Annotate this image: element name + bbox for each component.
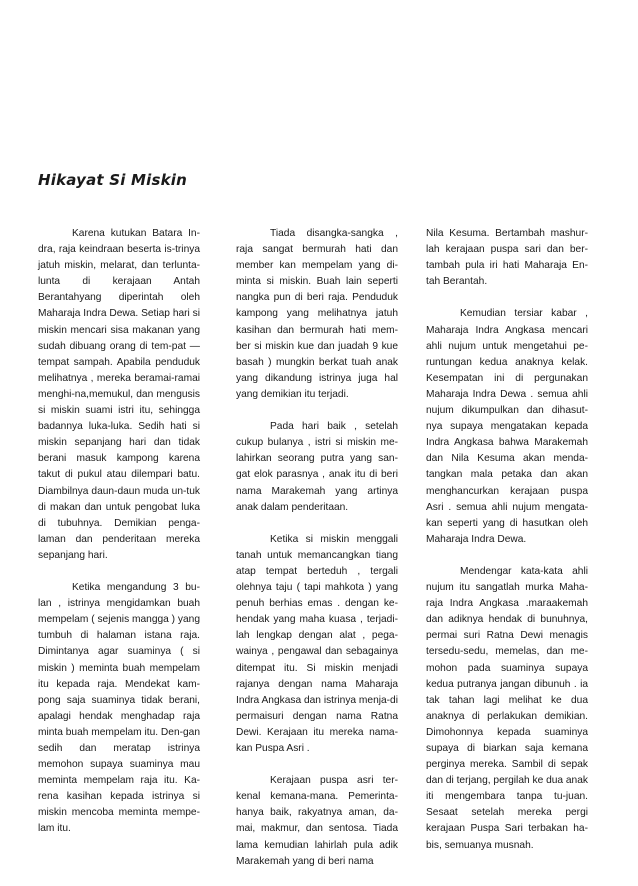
- page-title: Hikayat Si Miskin: [38, 171, 187, 189]
- paragraph: Nila Kesuma. Bertambah mashur-lah kerajaan puspa sari dan ber-tambah pula iri hati Maharaja En-tah Berantah.: [426, 228, 588, 288]
- paragraph: Kerajaan puspa asri ter-kenal kemana-mana. Pemerinta-hanya baik, rakyatnya aman, da-mai, makmur, dan sentosa. Tiada lama kemudian lahirlah pula adik Marakemah yang di beri nama: [236, 775, 398, 867]
- paragraph: Mendengar kata-kata ahli nujum itu sangatlah murka Maha-raja Indra Angkasa .maraakemah dan adiknya hendak di bunuhnya, permai suri Ratna Dewi menagis tersedu-sedu, memelas, dan me-mohon pada suaminya supaya kedua putranya jangan dibunuh . ia tak tahan lagi melihat ke dua anaknya di perlakukan demikian. Dimohonnya kepada suaminya supaya di biarkan saja kemana perginya mereka. Sambil di sepak dan di terjang, pergilah ke dua anak iti mengembara tanpa tu-juan. Sesaat setelah mereka pergi kerajaan Puspa Sari terbakan ha-bis, semuanya musnah.: [426, 565, 588, 851]
- paragraph: Kemudian tersiar kabar , Maharaja Indra Angkasa mencari ahli nujum untuk mengetahui pe-runtungan kedua anaknya kelak. Kesempatan ini di pergunakan Maharaja Indra Dewa . semua ahli nujum dikumpulkan dan dihasut-nya supaya mengatakan kepada Indra Angkasa bahwa Marakemah dan Nila Kesuma akan menda-tangkan mala petaka dan akan menghancurkan kerajaan puspa Asri . semua ahli nujum mengata-kan seperti yang di hasutkan oleh Maharaja Indra Dewa.: [426, 308, 588, 545]
- paragraph: Tiada disangka-sangka , raja sangat bermurah hati dan member kan mempelam yang di-minta si miskin. Buah lain seperti nangka pun di beri raja. Penduduk kampong yang melihatnya jatuh kasihan dan bermurah hati mem-ber si miskin kue dan juadah 9 kue basah ) mungkin berkat tuah anak yang dikandung istrinya juga hal yang demikian itu terjadi.: [236, 228, 398, 400]
- text-column-2: [236, 226, 398, 886]
- paragraph: Ketika mengandung 3 bu-lan , istrinya mengidamkan buah mempelam ( sejenis mangga ) yang tumbuh di halaman istana raja. Dimintanya agar suaminya ( si miskin ) meminta buah mempelam itu kepada raja. Mendekat kam-pong saja suaminya tidak berani, apalagi hendak menghadap raja minta buah mempelam itu. Den-gan sedih dan meratap istrinya memohon supaya suaminya mau meminta mempelam raja itu. Ka-rena kasihan kepada istrinya si miskin mencoba meminta mempe-lam itu.: [38, 582, 200, 835]
- paragraph: Ketika si miskin menggali tanah untuk memancangkan tiang atap tempat berteduh , tergali olehnya taju ( tapi mahkota ) yang penuh berhias emas . dengan ke-hendak yang maha kuasa , terjadi-lah lengkap dengan alat , pega-wainya , pengawal dan sebagainya ditempat itu. Si miskin menjadi rajanya dengan nama Maharaja Indra Angkasa dan istrinya menja-di permaisuri dengan nama Ratna Dewi. Kerajaan itu mereka nama-kan Puspa Asri .: [236, 533, 398, 754]
- text-column-1: [38, 226, 200, 854]
- paragraph: Karena kutukan Batara In-dra, raja keindraan beserta is-trinya jatuh miskin, melarat, dan terlunta-lunta di kerajaan Antah Berantahyang diperintah oleh Maharaja Indra Dewa. Setiap hari si miskin mencari sisa makanan yang sudah dibuang orang di tem-pat — tempat sampah. Apabila penduduk melihatnya , mereka beramai-ramai menghi-na,memukul, dan mengusis si miskin suami istri itu, sehingga badannya luka-luka. Sedih hati si miskin sepanjang hari dan tidak berani masuk kampong karena takut di pukul atau dilempari batu. Diambilnya daun-daun muda un-tuk di makan dan untuk pengobat luka di tubuhnya. Demikian penga-laman dan penderitaan mereka sepanjang hari.: [38, 228, 200, 561]
- text-column-3: [426, 226, 588, 870]
- paragraph: Pada hari baik , setelah cukup bulanya , istri si miskin me-lahirkan seorang putra yang san-gat elok parasnya , anak itu di beri nama Marakemah yang artinya anak dalam penderitaan.: [236, 421, 398, 513]
